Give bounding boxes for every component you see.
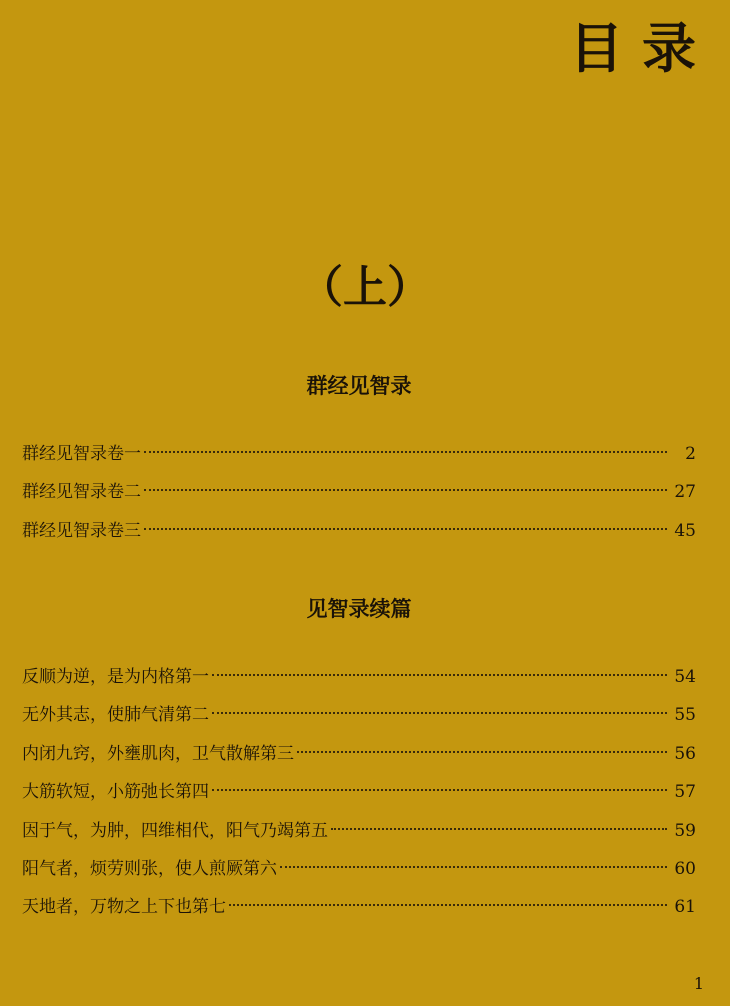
dot-leader <box>144 528 667 530</box>
page-title: 目 录 <box>569 17 696 80</box>
toc-entry[interactable] <box>22 665 696 703</box>
toc-entry-title: 因于气，为肿，四维相代，阳气乃竭第五 <box>22 820 328 841</box>
section-title-qunjing: 群经见智录 <box>306 374 412 398</box>
toc-entry-title: 群经见智录卷一 <box>22 444 141 464</box>
toc-entry[interactable] <box>22 742 696 780</box>
toc-entry-page: 60 <box>674 858 696 879</box>
dot-leader <box>297 751 667 753</box>
toc-entry-page: 61 <box>674 897 696 918</box>
toc-entry[interactable] <box>22 857 696 895</box>
toc-entry-title: 无外其志，使肺气清第二 <box>22 705 209 726</box>
toc-entry-title: 群经见智录卷二 <box>22 482 141 503</box>
section-title-xupian: 见智录续篇 <box>306 597 412 621</box>
toc-entry-page: 54 <box>674 667 696 687</box>
dot-leader <box>229 904 667 906</box>
toc-entry-title: 阳气者，烦劳则张，使人煎厥第六 <box>22 858 277 879</box>
toc-entry-page: 2 <box>685 444 696 464</box>
toc-entry-title: 大筋软短，小筋弛长第四 <box>22 782 209 803</box>
toc-entry-page: 57 <box>674 782 696 803</box>
dot-leader <box>331 828 667 830</box>
toc-entry[interactable] <box>22 442 696 480</box>
dot-leader <box>212 789 667 791</box>
dot-leader <box>280 866 667 868</box>
toc-entry-page: 27 <box>674 482 696 503</box>
toc-entry-title: 天地者，万物之上下也第七 <box>22 897 226 918</box>
toc-entry-page: 59 <box>674 820 696 841</box>
toc-entry[interactable] <box>22 895 696 933</box>
toc-entry[interactable] <box>22 819 696 857</box>
toc-entry-title: 内闭九窍，外壅肌肉，卫气散解第三 <box>22 743 294 764</box>
toc-entry[interactable] <box>22 703 696 741</box>
dot-leader <box>144 489 667 491</box>
toc-entry-page: 56 <box>674 743 696 764</box>
toc-entry[interactable] <box>22 519 696 557</box>
toc-entry-page: 45 <box>674 520 696 541</box>
toc-entry[interactable] <box>22 780 696 818</box>
dot-leader <box>144 451 667 453</box>
dot-leader <box>212 674 667 676</box>
toc-entry-page: 55 <box>674 705 696 726</box>
toc-list-xupian <box>22 665 696 934</box>
toc-entry-title: 群经见智录卷三 <box>22 520 141 541</box>
toc-list-qunjing <box>22 442 696 557</box>
dot-leader <box>212 712 667 714</box>
toc-entry-title: 反顺为逆，是为内格第一 <box>22 667 209 687</box>
page-number: 1 <box>693 974 704 993</box>
toc-entry[interactable] <box>22 480 696 518</box>
volume-label: （上） <box>299 262 431 313</box>
